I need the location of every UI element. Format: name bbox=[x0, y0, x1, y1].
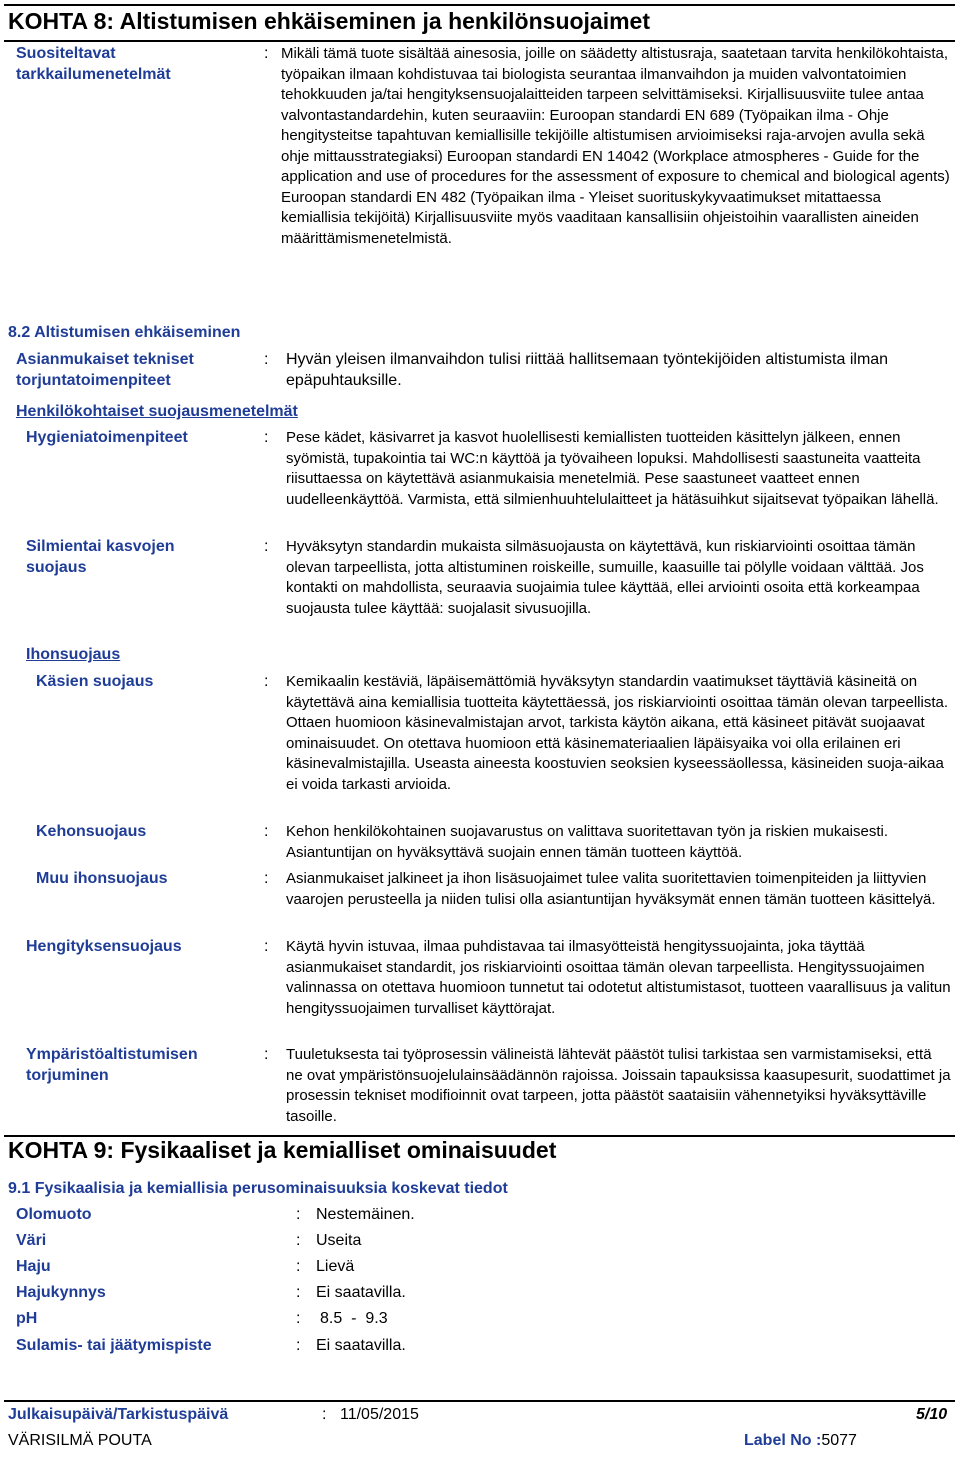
property-value: Ei saatavilla. bbox=[316, 1284, 406, 1301]
property-value: Lievä bbox=[316, 1258, 355, 1275]
body-protection-text: Kehon henkilökohtainen suojavarustus on valittava suoritettavan työn ja riskien mukaisesti. Asiantuntijan on hyväksyttävä suojain ennen tämän tuotteen käyttöä. bbox=[286, 823, 889, 861]
colon: : bbox=[264, 45, 269, 62]
footer-label-prefix: Label No : bbox=[744, 1432, 822, 1449]
monitoring-text: Mikäli tämä tuote sisältää ainesosia, joille on säädetty altistusraja, saatetaan tarvita henkilökohtaista, työpaikan ilmaan kohdistuvaa tai biologista seurantaa ilmanvaihdon ja muiden valvontatoimien tehokkuuden ja/tai hengityksensuojalaitteiden tarpeen selvittämiseksi. Kirjallisuusviite tulee antaa valvontastandardehin, kuten seuraaviin: Euroopan standardi EN 689 (Työpaikan ilma - Ohje hengitysteitse tapahtuvan kemiallisille tekijöille altistumisen arvioimiseksi raja-arvojen avulla sekä ohje mittausstrategiaksi) Euroopan standardi EN 14042 (Workplace atmospheres - Guide for the application and use of procedures for the assessment of exposure to chemical and biological agents) Euroopan standardi EN 482 (Työpaikan ilma - Yleiset suorituskykyvaatimukset mitattaessa kemiallisia tekijöitä) Kirjallisuusviite myös vaaditaan kansallisiin ohjeistoihin vaarallisten aineiden määrittämismenetelmistä. bbox=[281, 45, 950, 247]
ppe-heading: Henkilökohtaiset suojausmenetelmät bbox=[16, 403, 298, 420]
footer-date-label: Julkaisupäivä/Tarkistuspäivä bbox=[8, 1406, 229, 1423]
property-label: Sulamis- tai jäätymispiste bbox=[16, 1337, 212, 1354]
colon: : bbox=[296, 1232, 301, 1249]
hygiene-label: Hygieniatoimenpiteet bbox=[26, 429, 188, 446]
colon: : bbox=[264, 870, 269, 887]
property-label: pH bbox=[16, 1310, 38, 1327]
footer-label-number bbox=[744, 1432, 857, 1450]
hand-protection-text: Kemikaalin kestäviä, läpäisemättömiä hyväksytyn standardin vaatimukset täyttäviä käsineitä on käytettävä aina kemiallisia tuotteita käytettäessä, jos riskiarviointi osoittaa tämän olevan tarpeellista. Ottaen huomioon käsinevalmistajan arvot, tarkista käytön aikana, että käsineet pitävät suojaavat ominaisuudet. On otettava huomioon että käsinemateriaalien läpäisyaika voi olla erilainen eri käsinevalmistajilla. Useasta aineesta koostuvien seoksien kyseessäollessa, käsineiden suoja-aikaa ei voida tarkasti arvioida. bbox=[286, 673, 948, 793]
property-label: Haju bbox=[16, 1258, 51, 1275]
colon: : bbox=[264, 351, 269, 368]
footer-separator bbox=[4, 1400, 955, 1402]
engineering-label: Asianmukaiset tekniset torjuntatoimenpiteet bbox=[16, 351, 194, 389]
footer-product-name: VÄRISILMÄ POUTA bbox=[8, 1432, 152, 1449]
monitoring-label: Suositeltavat tarkkailumenetelmät bbox=[16, 45, 171, 83]
footer-date-value: 11/05/2015 bbox=[340, 1406, 419, 1423]
colon: : bbox=[264, 673, 269, 690]
property-value: Ei saatavilla. bbox=[316, 1337, 406, 1354]
section8-heading: KOHTA 8: Altistumisen ehkäiseminen ja henkilönsuojaimet bbox=[8, 8, 651, 34]
hygiene-text: Pese kädet, käsivarret ja kasvot huolellisesti kemiallisten tuotteiden käsittelyn jälkeen, ennen syömistä, tupakointia tai WC:n käyttöä ja työvaiheen lopuksi. Mahdollisesti saastuneita vaatteita riisuttaessa on käytettävä asianmukaisia menetelmiä. Pese saastuneet vaatteet ennen uudelleenkäyttöä. Varmista, että silmienhuuhtelulaitteet ja hätäsuihkut sijaitsevat työpaikan lähellä. bbox=[286, 429, 939, 508]
section9-heading: KOHTA 9: Fysikaaliset ja kemialliset ominaisuudet bbox=[8, 1137, 557, 1163]
other-skin-protection-text: Asianmukaiset jalkineet ja ihon lisäsuojaimet tulee valita suoritettavien toimenpiteiden ja liittyvien vaarojen perusteella ja niiden tulisi olla asiantuntijan hyväksymät ennen tämän tuotteen käsittelyä. bbox=[286, 870, 936, 908]
property-value: 8.5 - 9.3 bbox=[320, 1310, 388, 1327]
subsection-9-1-title: 9.1 Fysikaalisia ja kemiallisia perusominaisuuksia koskevat tiedot bbox=[8, 1180, 508, 1197]
footer-page-number: 5/10 bbox=[916, 1406, 948, 1423]
property-value: Useita bbox=[316, 1232, 362, 1249]
body-protection-label: Kehonsuojaus bbox=[36, 823, 147, 840]
colon: : bbox=[296, 1206, 301, 1223]
engineering-text: Hyvän yleisen ilmanvaihdon tulisi riittää hallitsemaan työntekijöiden altistumista ilman epäpuhtauksille. bbox=[286, 351, 889, 389]
eye-protection-label: Silmientai kasvojen suojaus bbox=[26, 538, 175, 576]
environmental-exposure-label: Ympäristöaltistumisen torjuminen bbox=[26, 1046, 198, 1084]
colon: : bbox=[296, 1337, 301, 1354]
respiratory-protection-label: Hengityksensuojaus bbox=[26, 938, 182, 955]
environmental-exposure-text: Tuuletuksesta tai työprosessin välineistä lähtevät päästöt tulisi tarkistaa sen varmistamiseksi, että ne ovat ympäristönsuojelulainsäädännön rajoissa. Joissain tapauksissa kaasupesurit, suodattimet ja prosessin tekniset modifioinnit ovat tarpeen, jotta päästöt saataisiin vähennetyiksi hyväksyttäville tasoille. bbox=[286, 1046, 951, 1125]
colon: : bbox=[264, 1046, 269, 1063]
property-label: Väri bbox=[16, 1232, 47, 1249]
skin-protection-heading: Ihonsuojaus bbox=[26, 646, 121, 663]
subsection-8-2-title: 8.2 Altistumisen ehkäiseminen bbox=[8, 324, 241, 341]
other-skin-protection-label: Muu ihonsuojaus bbox=[36, 870, 168, 887]
respiratory-protection-text: Käytä hyvin istuvaa, ilmaa puhdistavaa tai ilmasyötteistä hengityssuojainta, joka täyttää asianmukaiset standardit, jos riskiarviointi osoittaa tämän olevan tarpeellista. Hengityssuojaimen valinnassa on otettava huomioon tunnetut tai odotetut altistumistasot, tuotteen vaarallisuus ja valitun hengityssuojaimen turvalliset käyttörajat. bbox=[286, 938, 951, 1017]
property-value: Nestemäinen. bbox=[316, 1206, 415, 1223]
property-label: Olomuoto bbox=[16, 1206, 92, 1223]
footer-label-value: 5077 bbox=[821, 1432, 857, 1449]
colon: : bbox=[296, 1310, 301, 1327]
colon: : bbox=[296, 1284, 301, 1301]
colon: : bbox=[264, 538, 269, 555]
colon: : bbox=[264, 823, 269, 840]
colon: : bbox=[322, 1406, 327, 1423]
colon: : bbox=[264, 429, 269, 446]
property-label: Hajukynnys bbox=[16, 1284, 106, 1301]
eye-protection-text: Hyväksytyn standardin mukaista silmäsuojausta on käytettävä, kun riskiarviointi osoittaa tämän olevan tarpeellista, jotta altistuminen roiskeille, sumuille, kaasuille tai pölylle voidaan välttää. Jos kontakti on mahdollista, seuraavia suojaimia tulee käyttää, ellei arviointi osoita että korkeampaa suojausta tulee käyttää: suojalasit sivusuojilla. bbox=[286, 538, 924, 617]
hand-protection-label: Käsien suojaus bbox=[36, 673, 154, 690]
colon: : bbox=[264, 938, 269, 955]
colon: : bbox=[296, 1258, 301, 1275]
